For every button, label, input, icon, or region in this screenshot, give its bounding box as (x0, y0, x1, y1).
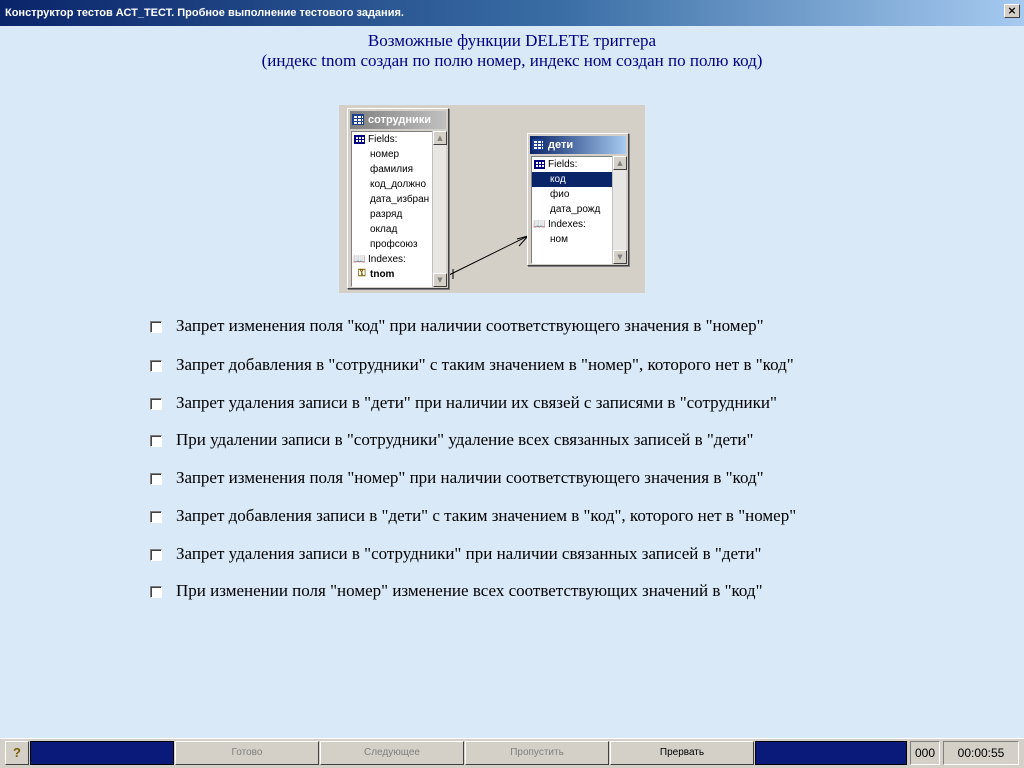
table-children[interactable] (527, 133, 629, 266)
window-title: Конструктор тестов АСТ_ТЕСТ. Пробное выполнение тестового задания. (5, 7, 404, 19)
table-employees-header[interactable] (350, 111, 446, 129)
question-counter: 000 (910, 741, 940, 765)
book-icon: 📖 (353, 254, 366, 265)
question-subtitle: (индекс tnom создан по полю номер, индекс ном создан по полю код) (261, 51, 763, 70)
fields-group: Fields: (352, 132, 432, 147)
field-item[interactable]: разряд (370, 209, 403, 220)
question-title: Возможные функции DELETE триггера (367, 31, 657, 50)
option-label[interactable]: Запрет добавления записи в "дети" с таким значением в "код", которого нет в "номер" (176, 506, 797, 525)
table-icon (532, 139, 544, 150)
option-label[interactable]: Запрет удаления записи в "сотрудники" при наличии связанных записей в "дети" (176, 544, 762, 563)
indexes-group: 📖 Indexes: (533, 219, 586, 230)
fields-icon (534, 160, 545, 169)
table-children-scrollbar[interactable] (612, 156, 626, 264)
table-children-list[interactable] (531, 156, 613, 264)
option-checkbox[interactable] (150, 549, 162, 561)
option-checkbox[interactable] (150, 360, 162, 372)
index-item[interactable]: ⚿ tnom (358, 268, 395, 280)
option-checkbox[interactable] (150, 398, 162, 410)
field-item[interactable]: фамилия (370, 164, 414, 175)
option-label[interactable]: Запрет изменения поля "код" при наличии соответствующего значения в "номер" (176, 316, 764, 335)
fields-icon (354, 135, 365, 144)
scroll-down-button[interactable]: ▼ (433, 273, 447, 287)
option-label[interactable]: При удалении записи в "сотрудники" удаление всех связанных записей в "дети" (176, 430, 754, 449)
table-employees-list[interactable] (351, 131, 433, 287)
option-label[interactable]: При изменении поля "номер" изменение всех соответствующих значений в "код" (176, 581, 763, 600)
book-icon: 📖 (533, 219, 546, 230)
option-label[interactable]: Запрет добавления в "сотрудники" с таким значением в "номер", которого нет в "код" (176, 355, 794, 374)
option-checkbox[interactable] (150, 586, 162, 598)
field-item[interactable]: код_должно (370, 179, 427, 190)
field-item[interactable]: фио (550, 189, 570, 200)
status-panel (30, 741, 174, 765)
field-item[interactable]: оклад (370, 224, 398, 235)
option-checkbox[interactable] (150, 511, 162, 523)
key-icon: ⚿ (358, 268, 366, 279)
option-label[interactable]: Запрет изменения поля "номер" при наличии соответствующего значения в "код" (176, 468, 764, 487)
field-item[interactable]: дата_избран (370, 194, 430, 205)
field-item[interactable]: профсоюз (370, 239, 418, 250)
option-checkbox[interactable] (150, 473, 162, 485)
scroll-up-button[interactable]: ▲ (613, 156, 627, 170)
table-employees-scrollbar[interactable] (432, 131, 446, 287)
help-icon[interactable]: ? (5, 741, 29, 765)
table-children-header[interactable] (530, 136, 626, 154)
scroll-down-button[interactable]: ▼ (613, 250, 627, 264)
next-button[interactable]: Следующее (320, 741, 464, 765)
index-item[interactable]: ном (550, 234, 568, 245)
table-employees[interactable] (347, 108, 449, 289)
abort-button[interactable]: Прервать (610, 741, 754, 765)
table-children-name: дети (548, 139, 574, 151)
timer: 00:00:55 (943, 741, 1019, 765)
field-item[interactable]: дата_рожд (550, 204, 601, 215)
table-employees-name: сотрудники (368, 114, 432, 126)
progress-panel (755, 741, 907, 765)
close-button[interactable]: × (1004, 4, 1020, 18)
field-item-selected[interactable]: код (532, 172, 612, 187)
indexes-group: 📖 Indexes: (353, 254, 406, 265)
skip-button[interactable]: Пропустить (465, 741, 609, 765)
option-checkbox[interactable] (150, 435, 162, 447)
option-label[interactable]: Запрет удаления записи в "дети" при наличии их связей с записями в "сотрудники" (176, 393, 777, 412)
scroll-up-button[interactable]: ▲ (433, 131, 447, 145)
fields-group: Fields: (532, 157, 612, 172)
relationship-diagram (339, 105, 645, 293)
title-bar (0, 0, 1024, 26)
done-button[interactable]: Готово (175, 741, 319, 765)
bottom-toolbar (0, 738, 1024, 768)
option-checkbox[interactable] (150, 321, 162, 333)
table-icon (352, 114, 364, 125)
field-item[interactable]: номер (370, 149, 400, 160)
